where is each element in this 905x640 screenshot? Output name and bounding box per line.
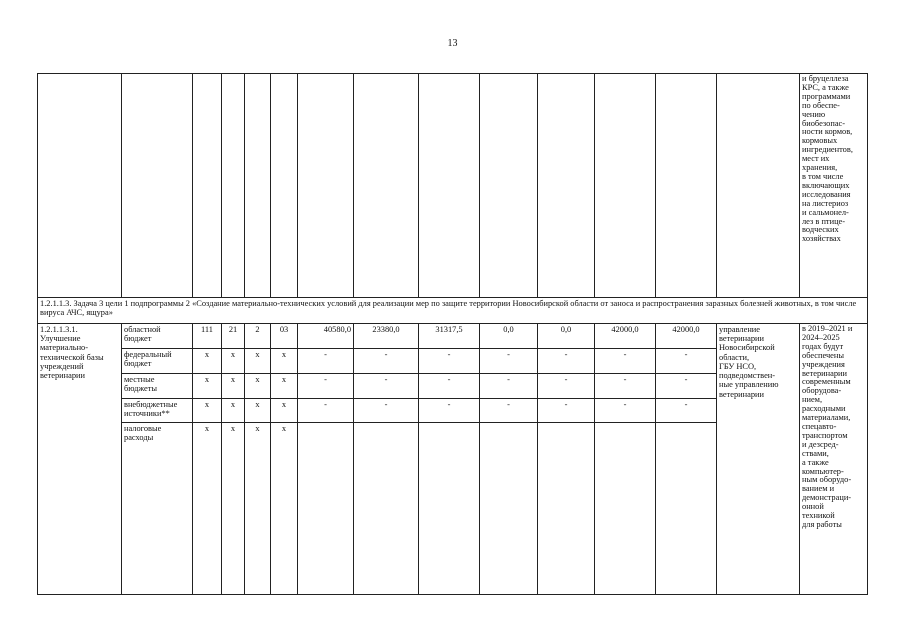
result-line: материалами, xyxy=(802,413,851,423)
result-note-line: ности кормов, xyxy=(802,127,853,137)
result-note-line: по обеспе- xyxy=(802,100,840,110)
value-cell: 23380,0 xyxy=(354,324,419,349)
value-cell: 40580,0 xyxy=(298,324,354,349)
task-heading-row xyxy=(38,298,868,324)
result-note-line: и бруцеллеза xyxy=(802,74,849,83)
result-line: расходными xyxy=(802,404,846,414)
result-line: ным оборудо- xyxy=(802,475,852,485)
executor-line: ветеринарии xyxy=(719,389,765,399)
code-cell: x xyxy=(271,374,298,399)
value-cell: 42000,0 xyxy=(656,324,717,349)
value-cell: - xyxy=(656,374,717,399)
value-cell: - xyxy=(419,349,480,374)
code-cell: 111 xyxy=(193,324,222,349)
activity-name-line: учреждений xyxy=(40,361,84,371)
result-note-line: мест их xyxy=(802,154,830,164)
result-line: ванием и xyxy=(802,484,835,494)
result-note-line: на листериоз xyxy=(802,198,849,208)
executor-cell xyxy=(717,324,800,595)
result-line: а также xyxy=(802,457,829,467)
result-note-line: включающих xyxy=(802,180,850,190)
code-cell: x xyxy=(222,399,245,423)
result-line: оборудова- xyxy=(802,386,842,396)
result-line: компьютер- xyxy=(802,466,844,476)
executor-line: ные управлению xyxy=(719,380,779,390)
value-cell: - xyxy=(419,374,480,399)
result-line: для работы xyxy=(802,519,842,529)
result-line: демонстраци- xyxy=(802,493,852,503)
code-cell: x xyxy=(245,423,271,595)
code-cell: 21 xyxy=(222,324,245,349)
code-cell: x xyxy=(193,399,222,423)
code-cell: x xyxy=(245,399,271,423)
code-cell: 03 xyxy=(271,324,298,349)
activity-name-line: материально- xyxy=(40,343,89,353)
executor-line: управление xyxy=(719,325,760,334)
source-label xyxy=(122,399,193,423)
executor-line: ГБУ НСО, xyxy=(719,361,757,371)
budget-table xyxy=(37,73,868,595)
value-cell: - xyxy=(298,349,354,374)
source-label xyxy=(122,349,193,374)
value-cell xyxy=(419,423,480,595)
value-cell xyxy=(538,423,595,595)
task-heading: 1.2.1.1.3. Задача 3 цели 1 подпрограммы 2 «Создание материально-технических условий для реализации мер по защите территории Новосибирской области от заноса и распространения заразных болезней животных, в том числе вируса АЧС, ящура» xyxy=(38,298,868,324)
value-cell: 42000,0 xyxy=(595,324,656,349)
value-cell: - xyxy=(419,399,480,423)
code-cell: x xyxy=(245,349,271,374)
code-cell: x xyxy=(193,423,222,595)
code-cell: x xyxy=(245,374,271,399)
value-cell: - xyxy=(480,399,538,423)
result-line: ствами, xyxy=(802,448,829,458)
value-cell xyxy=(656,423,717,595)
executor-line: области, xyxy=(719,352,750,362)
result-note-line: лез в птице- xyxy=(802,216,846,226)
result-line: обеспечены xyxy=(802,350,845,360)
source-label xyxy=(122,423,193,595)
value-cell: 0,0 xyxy=(538,324,595,349)
value-cell: - xyxy=(538,399,595,423)
code-cell: x xyxy=(271,423,298,595)
source-label-line: местные xyxy=(124,375,155,384)
source-label-line: внебюджетные xyxy=(124,400,178,409)
source-label-line: бюджет xyxy=(124,359,152,369)
code-cell: x xyxy=(222,423,245,595)
value-cell: - xyxy=(656,399,717,423)
source-label-line: источники** xyxy=(124,409,170,419)
result-note-line: КРС, а также xyxy=(802,82,849,92)
executor-line: ветеринарии xyxy=(719,334,765,344)
result-line: ветеринарии xyxy=(802,368,848,378)
result-note-cell xyxy=(800,74,868,298)
result-note-line: ингредиентов, xyxy=(802,145,853,155)
source-label-line: федеральный xyxy=(124,350,172,359)
result-line: спецавто- xyxy=(802,421,837,431)
value-cell: - xyxy=(298,374,354,399)
result-note-line: программами xyxy=(802,91,851,101)
result-line: техникой xyxy=(802,511,835,521)
value-cell: - xyxy=(656,349,717,374)
result-note-line: хозяйствах xyxy=(802,234,841,244)
result-note-line: водческих xyxy=(802,225,839,235)
code-cell: x xyxy=(222,349,245,374)
result-cell xyxy=(800,324,868,595)
activity-name-line: Улучшение xyxy=(40,334,81,344)
result-line: онной xyxy=(802,502,824,512)
value-cell: - xyxy=(298,399,354,423)
source-label-line: налоговые xyxy=(124,424,162,433)
value-cell: - xyxy=(595,399,656,423)
source-label xyxy=(122,374,193,399)
result-line: нием, xyxy=(802,395,823,405)
result-note-line: чению xyxy=(802,109,826,119)
value-cell: - xyxy=(538,374,595,399)
result-note-line: хранения, xyxy=(802,163,838,173)
source-label xyxy=(122,324,193,349)
value-cell xyxy=(595,423,656,595)
executor-line: Новосибирской xyxy=(719,343,775,353)
code-cell: x xyxy=(193,349,222,374)
value-cell xyxy=(354,423,419,595)
result-line: 2024–2025 xyxy=(802,332,840,342)
executor-line: подведомствен- xyxy=(719,371,776,381)
page-number: 13 xyxy=(447,38,458,49)
result-note-line: биобезопас- xyxy=(802,118,846,128)
value-cell: - xyxy=(354,349,419,374)
table-row-top xyxy=(38,74,868,298)
code-cell: x xyxy=(271,399,298,423)
value-cell: - xyxy=(595,374,656,399)
activity-name-line: технической базы xyxy=(40,352,104,362)
code-cell: x xyxy=(271,349,298,374)
result-line: и дезсред- xyxy=(802,439,839,449)
activity-name-line: ветеринарии xyxy=(40,371,86,381)
result-line: современным xyxy=(802,377,851,387)
result-line: в 2019–2021 и xyxy=(802,324,853,333)
source-label-line: расходы xyxy=(124,433,154,443)
source-label-line: бюджеты xyxy=(124,384,158,394)
code-cell: x xyxy=(193,374,222,399)
activity-cell xyxy=(38,324,122,595)
table-row-source xyxy=(38,324,868,349)
result-note-line: в том числе xyxy=(802,171,844,181)
result-note-line: исследования xyxy=(802,189,851,199)
source-label-line: бюджет xyxy=(124,334,152,344)
value-cell: - xyxy=(354,399,419,423)
result-line: учреждения xyxy=(802,359,845,369)
result-note-line: кормовых xyxy=(802,136,838,146)
result-line: годах будут xyxy=(802,341,844,351)
value-cell: - xyxy=(480,349,538,374)
result-line: транспортом xyxy=(802,430,848,440)
value-cell: - xyxy=(354,374,419,399)
value-cell: - xyxy=(538,349,595,374)
value-cell xyxy=(298,423,354,595)
value-cell: - xyxy=(595,349,656,374)
code-cell: 2 xyxy=(245,324,271,349)
source-label-line: областной xyxy=(124,325,161,334)
value-cell xyxy=(480,423,538,595)
value-cell: - xyxy=(480,374,538,399)
result-note-line: и сальмонел- xyxy=(802,207,849,217)
code-cell: x xyxy=(222,374,245,399)
value-cell: 31317,5 xyxy=(419,324,480,349)
activity-code: 1.2.1.1.3.1. xyxy=(40,325,78,334)
value-cell: 0,0 xyxy=(480,324,538,349)
